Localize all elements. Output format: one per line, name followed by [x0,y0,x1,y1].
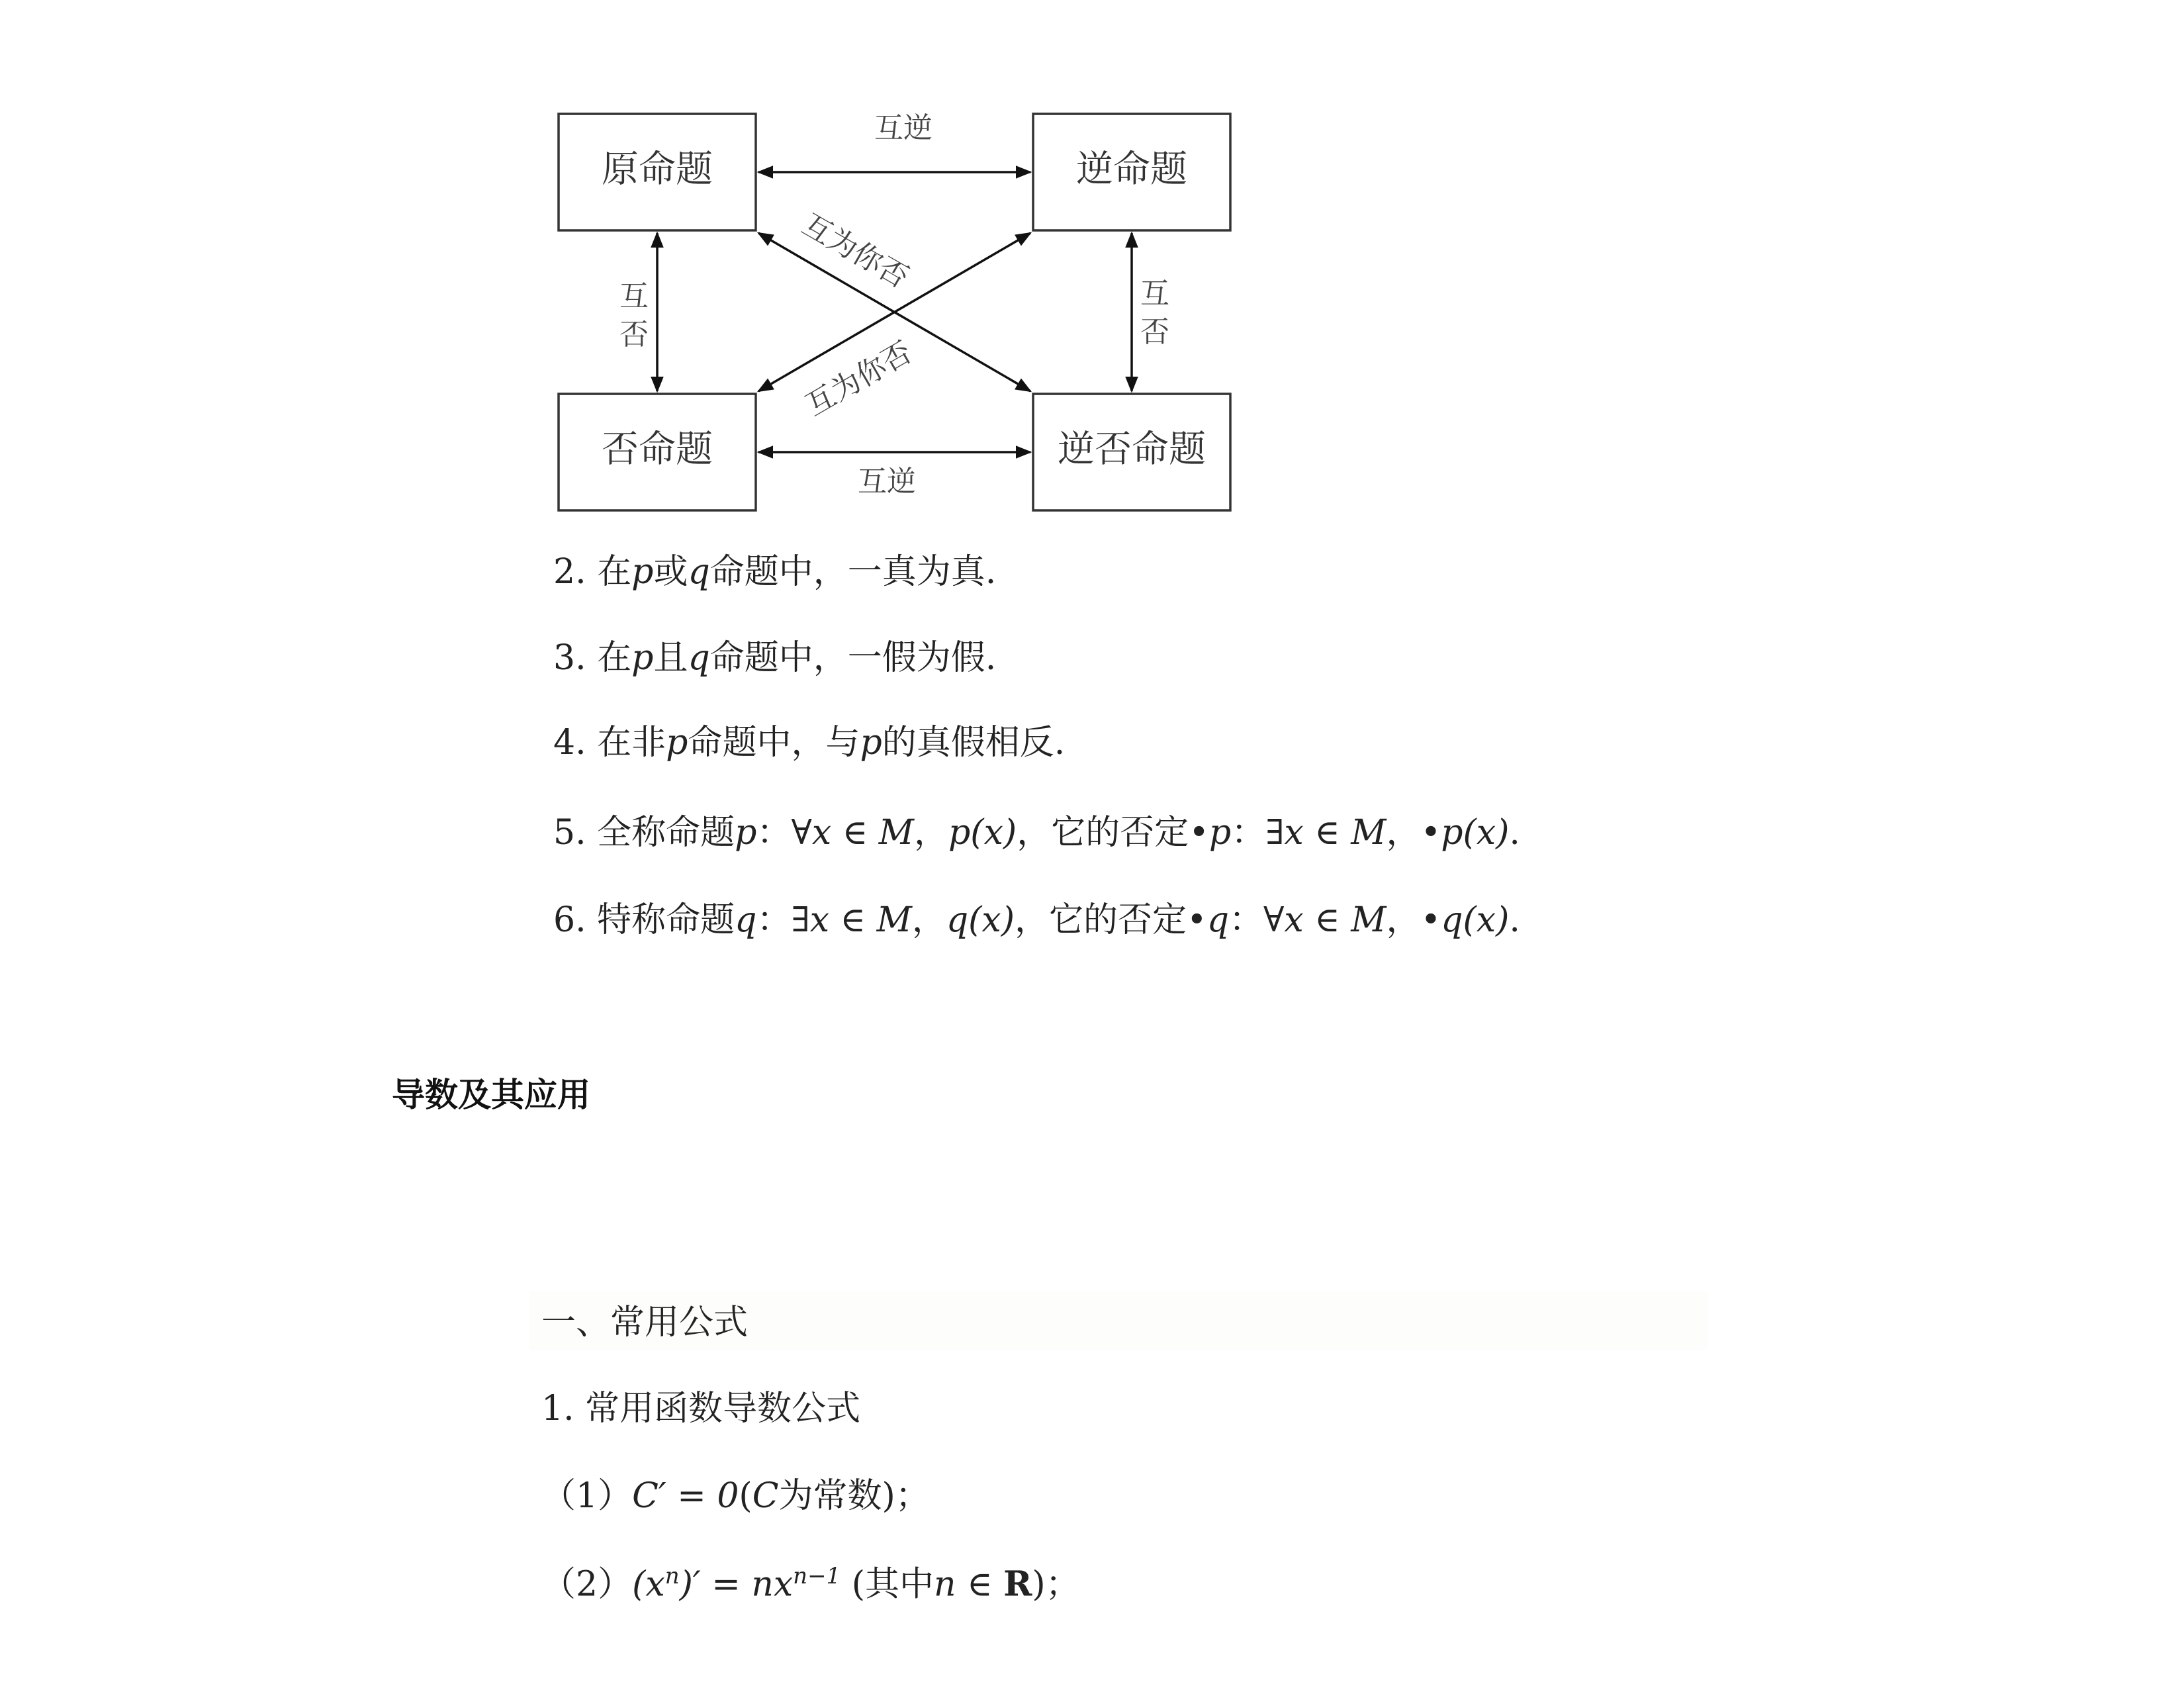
section-heading: 导数及其应用 [392,1076,590,1114]
label-bottom: 互逆 [858,465,916,498]
svg-text:逆否命题: 逆否命题 [1058,428,1206,471]
label-diagonal-down: 互为你否 [796,207,915,295]
label-left-2: 否 [619,318,649,352]
box-inverse [559,394,756,510]
label-right-2: 否 [1140,315,1169,349]
logic-item-5: 5. 全称命题p：∀x ∈ M，p(x)，它的否定•p：∃x ∈ M，•p(x). [553,813,1520,853]
svg-text:原命题: 原命题 [602,148,713,191]
label-left-1: 互 [619,279,649,313]
section-subtitle: 1. 常用函数导数公式 [541,1389,861,1429]
svg-text:逆命题: 逆命题 [1076,148,1187,191]
formula-2: $(2)(x^n)' = nx^{n-1}$ (其中n ∈ R)； [541,1563,1080,1605]
label-right-1: 互 [1140,277,1169,310]
formula-1: （1）C′ = 0(C为常数)； [541,1476,930,1516]
box-converse [1033,114,1230,230]
logic-diagram [0,0,2184,530]
box-original [559,114,756,230]
svg-text:否命题: 否命题 [602,428,713,471]
section-title: 一、常用公式 [541,1303,749,1342]
label-top: 互逆 [874,111,933,145]
label-diagonal-up: 互为你否 [799,335,918,423]
logic-item-4: 4. 在非p命题中，与p的真假相反. [553,723,1066,763]
box-contrapositive [1033,394,1230,510]
logic-item-2: 2. 在p或q命题中，一真为真. [553,552,997,592]
logic-item-3: 3. 在p且q命题中，一假为假. [553,638,997,678]
logic-item-6: 6. 特称命题q：∃x ∈ M，q(x)，它的否定•q：∀x ∈ M，•q(x). [553,900,1520,940]
